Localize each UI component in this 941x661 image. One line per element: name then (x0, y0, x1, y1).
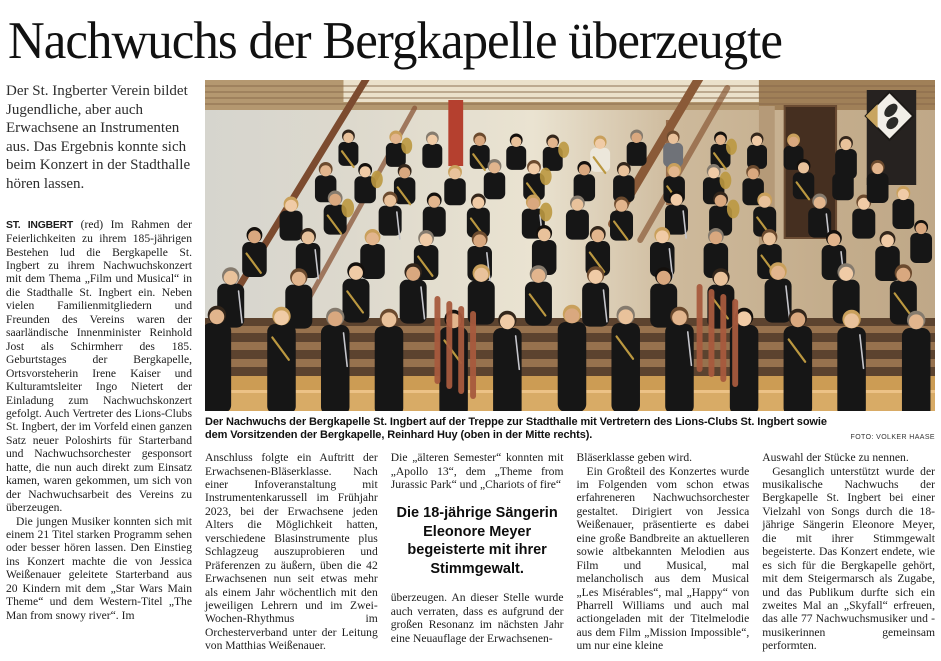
article-lede: Der St. Ingberter Verein bildet Jugendliche, aber auch Erwachsene an Instrumenten aus. Das Ergebnis konnte sich beim Konzert in der Stadthalle hören lassen. (6, 83, 191, 193)
dateline-location: ST. INGBERT (6, 219, 74, 231)
paragraph-8: Auswahl der Stücke zu nennen. (762, 451, 909, 465)
paragraph-6: Bläserklasse geben wird. (576, 451, 693, 465)
article-column-2 (205, 451, 378, 653)
paragraph-1-text: Im Rahmen der Feierlichkeiten zu ihrem 185-jährigen Bestehen lud die Bergkapelle St. Ingbert zu ihrem Nachwuchskonzert mit dem Thema „Film und Musical“ in die Stadthalle St. Ingbert ein. Neben vielen Familienmitgliedern und Freunden des Vereins waren der saarländische Innenminister Reinhold Jost als Schirmherr des 185. Geburtstages der Bergkapelle, Ortsvorsteherin Irene Kaiser und Kulturamtsleiter Ingo Nietert der Einladung zum Nachwuchskonzert gefolgt. Auch Vertreter des Lions-Clubs St. Ingbert, der im Vorfeld einen ganzen Satz neuer Poloshirts für Starterband und Nachwuchsorchester gesponsort hatte, die nun auch direkt zum Einsatz kamen, waren gekommen, um sich von der Nachwuchsarbeit des Vereins zu überzeugen. (6, 217, 192, 515)
article-main-area (205, 80, 935, 653)
photo-caption-row (205, 416, 935, 442)
article-column-4 (577, 451, 750, 653)
photo-credit: FOTO: VOLKER HAASE (850, 434, 935, 442)
paragraph-3: Anschluss folgte ein Auftritt der Erwachsenen-Bläserklasse. Nach einer Infoveranstaltung mit Instrumentenkarussell im Frühjahr 2023, bei der Erwachsene jeden Alters die Möglichkeit hatten, verschiedene Blasinstrumente plus Schlagzeug auszuprobieren und Präferenzen zu äußern, üben die 42 Erwachsenen nun seit etwas mehr als einem Jahr wöchentlich mit den jeweiligen Lehrern und im Zwei-Wochen-Rhythmus im Orchesterverband unter der Leitung von Matthias Weißenauer. (205, 451, 378, 653)
article-text-left (6, 218, 192, 623)
paragraph-2: Die jungen Musiker konnten sich mit einem 21 Titel starken Programm sehen oder besser hören lassen. Den Einstieg ins Konzert machte die von Jessica Weißenauer geleitete Starterband aus 20 Kindern mit dem „Star Wars Main Theme“ und dem Western-Titel „The Man from snowy river“. Im (6, 514, 192, 622)
photo-caption: Der Nachwuchs der Bergkapelle St. Ingbert auf der Treppe zur Stadthalle mit Vertretern des Lions-Clubs St. Ingbert sowie dem Vorsitzenden der Bergkapelle, Reinhard Huy (oben in der Mitte rechts). (205, 416, 827, 442)
paragraph-4: Die „älteren Semester“ konnten mit „Apollo 13“, dem „Theme from Jurassic Park“ und „Chariots of fire“ (390, 451, 564, 491)
article-column-3 (391, 451, 564, 653)
article-headline: Nachwuchs der Bergkapelle überzeugte (8, 12, 782, 70)
article-photo-figure (205, 80, 935, 442)
article-photo (205, 80, 935, 411)
paragraph-9: Gesanglich unterstützt wurde der musikalische Nachwuchs der Bergkapelle St. Ingbert bei einer Vielzahl von Songs durch die 18-jährige Sängerin Eleonore Meyer, die mit ihrer Stimmgewalt begeisterte. Das Konzert endete, wie es sich für die Bergkapelle gehört, mit dem Steigermarsch als Zugabe, und das Publikum durfte sich ein zweites Mal an „Skyfall“ erfreuen, das alle 77 Nachwuchsmusiker und -musikerinnen gemeinsam performten. (762, 464, 935, 653)
paragraph-1 (6, 218, 192, 515)
paragraph-7: Ein Großteil des Konzertes wurde im Folgenden vom schon etwas erfahreneren Nachwuchsorchester gestaltet. Dirigiert von Jessica Weißenauer, präsentierte es dabei eine große Bandbreite an aktuelleren sowie altbekannten Melodien aus Film und Musical, mal melancholisch aus dem Musical „Les Misérables“, mal „Happy“ von Pharrell Williams und auch mal actiongeladen mit der Titelmelodie aus dem Film „Mission Impossible“, um nur eine kleine (576, 464, 750, 653)
dateline-credit: (red) (73, 217, 111, 231)
article-column-5 (762, 451, 935, 653)
group-photo-illustration (205, 80, 935, 411)
article-column-left (6, 80, 192, 622)
photo-banner (448, 100, 463, 166)
paragraph-5: überzeugen. An dieser Stelle wurde auch verraten, dass es aufgrund der großen Resonanz im nächsten Jahr eine Neuauflage der Erwachsenen- (390, 591, 564, 645)
pull-quote: Die 18-jährige Sängerin Eleonore Meyer begeisterte mit ihrer Stimmgewalt. (396, 505, 558, 577)
article-bottom-columns (205, 451, 935, 653)
article-body (6, 80, 935, 653)
